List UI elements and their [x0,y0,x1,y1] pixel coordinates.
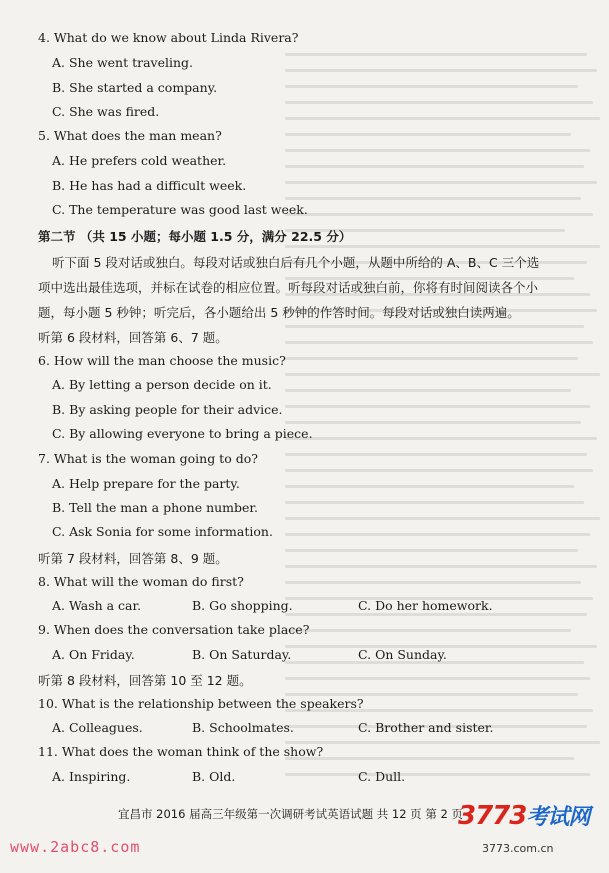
section-2-instructions-1: 听下面 5 段对话或独白。每段对话或独白后有几个小题，从题中所给的 A、B、C 三个选 [52,255,540,270]
question-8: 8. What will the woman do first? [38,574,244,589]
q4-option-a: A. She went traveling. [52,55,194,70]
watermark-logo-number: 3773 [458,801,527,831]
bleed-through-text [285,40,603,780]
q5-option-a: A. He prefers cold weather. [52,153,227,168]
question-11: 11. What does the woman think of the show? [38,744,324,759]
question-5: 5. What does the man mean? [38,128,222,143]
q9-option-a: A. On Friday. [52,647,135,662]
question-10: 10. What is the relationship between the speakers? [38,696,364,711]
q7-option-a: A. Help prepare for the party. [52,476,240,491]
q6-option-b: B. By asking people for their advice. [52,402,283,417]
material-7-label: 听第 7 段材料，回答第 8、9 题。 [38,551,228,566]
watermark-left: www.2abc8.com [10,838,141,856]
question-4: 4. What do we know about Linda Rivera? [38,30,299,45]
q7-option-c: C. Ask Sonia for some information. [52,524,273,539]
q8-option-c: C. Do her homework. [358,598,493,613]
q9-option-c: C. On Sunday. [358,647,447,662]
q8-option-a: A. Wash a car. [52,598,142,613]
q4-option-c: C. She was fired. [52,104,160,119]
question-9: 9. When does the conversation take place? [38,622,310,637]
q4-option-b: B. She started a company. [52,80,218,95]
question-7: 7. What is the woman going to do? [38,451,258,466]
watermark-logo [458,800,589,831]
material-6-label: 听第 6 段材料，回答第 6、7 题。 [38,330,228,345]
q10-option-a: A. Colleagues. [52,720,143,735]
q6-option-a: A. By letting a person decide on it. [52,377,272,392]
q11-option-c: C. Dull. [358,769,406,784]
watermark-logo-text: 考试网 [526,805,590,830]
page-footer: 宜昌市 2016 届高三年级第一次调研考试英语试题 共 12 页 第 2 页 [118,807,463,821]
section-2-instructions-3: 题，每小题 5 秒钟；听完后，各小题给出 5 秒钟的作答时间。每段对话或独白读两遍。 [38,305,520,320]
question-6: 6. How will the man choose the music? [38,353,286,368]
q9-option-b: B. On Saturday. [192,647,292,662]
q6-option-c: C. By allowing everyone to bring a piece. [52,426,313,441]
q10-option-c: C. Brother and sister. [358,720,494,735]
watermark-url: 3773.com.cn [482,842,554,855]
material-8-label: 听第 8 段材料，回答第 10 至 12 题。 [38,673,252,688]
section-2-heading: 第二节 （共 15 小题；每小题 1.5 分，满分 22.5 分） [38,229,352,244]
q11-option-b: B. Old. [192,769,236,784]
q7-option-b: B. Tell the man a phone number. [52,500,258,515]
section-2-instructions-2: 项中选出最佳选项，并标在试卷的相应位置。听每段对话或独白前，你将有时间阅读各个小 [38,280,539,295]
q5-option-c: C. The temperature was good last week. [52,202,308,217]
q8-option-b: B. Go shopping. [192,598,293,613]
q11-option-a: A. Inspiring. [52,769,131,784]
q10-option-b: B. Schoolmates. [192,720,294,735]
q5-option-b: B. He has had a difficult week. [52,178,247,193]
